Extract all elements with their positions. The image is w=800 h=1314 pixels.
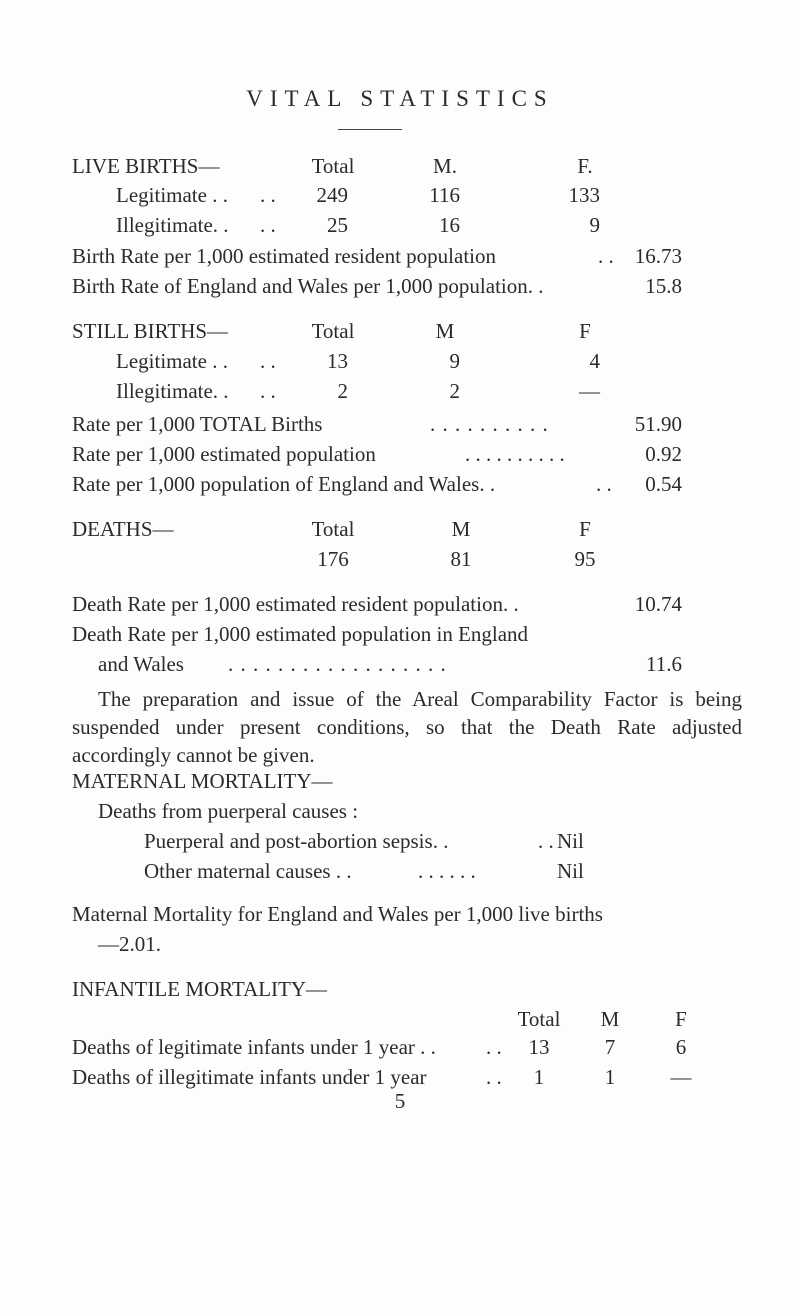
birth-rate-dots: . . — [598, 244, 614, 268]
death-rate-label: Death Rate per 1,000 estimated resident population. . — [72, 592, 519, 616]
infantile-legit-f: 6 — [675, 1035, 687, 1059]
still-births-illegit-total: 2 — [337, 379, 348, 403]
infantile-illegit-m: 1 — [604, 1065, 616, 1089]
still-births-col-m: M — [435, 319, 455, 343]
maternal-sepsis-value: Nil — [557, 829, 584, 853]
maternal-sepsis-label: Puerperal and post-abortion sepsis. . — [144, 829, 449, 853]
maternal-other-dots: . . . . . . — [418, 859, 476, 883]
still-rate-pop-label: Rate per 1,000 estimated population — [72, 442, 376, 466]
live-births-illegit-m: 16 — [439, 213, 460, 237]
maternal-other-label: Other maternal causes . . — [144, 859, 352, 883]
still-births-legit-m: 9 — [449, 349, 460, 373]
maternal-sub: Deaths from puerperal causes : — [98, 799, 359, 823]
infantile-legit-m: 7 — [604, 1035, 616, 1059]
live-births-col-f: F. — [577, 154, 593, 178]
live-births-illegit-total: 25 — [327, 213, 348, 237]
page-title: VITAL STATISTICS — [246, 86, 554, 111]
deaths-f: 95 — [574, 547, 596, 571]
deaths-col-f: F — [579, 517, 591, 541]
still-births-legit-f: 4 — [589, 349, 600, 373]
infantile-illegit-label: Deaths of illegitimate infants under 1 year — [72, 1065, 427, 1089]
birth-rate-label: Birth Rate per 1,000 estimated resident population — [72, 244, 496, 268]
birth-rate-value: 16.73 — [634, 244, 682, 268]
maternal-sepsis-dots: . . — [538, 829, 554, 853]
infantile-legit-dots: . . — [486, 1035, 502, 1059]
deaths-col-m: M — [451, 517, 471, 541]
live-births-legit-dots: . . — [260, 183, 276, 207]
still-rate-total-dots: . . . . . . . . . . — [430, 412, 549, 436]
still-rate-pop-value: 0.92 — [645, 442, 682, 466]
live-births-heading: LIVE BIRTHS— — [72, 154, 220, 178]
infantile-heading: INFANTILE MORTALITY— — [72, 977, 328, 1001]
deaths-col-total: Total — [311, 517, 355, 541]
infantile-legit-total: 13 — [528, 1035, 550, 1059]
areal-comparability-note: The preparation and issue of the Areal Comparability Factor is being suspended under present conditions, so that the Death Rate adjusted accordingly cannot be given. — [72, 687, 742, 767]
deaths-heading: DEATHS— — [72, 517, 174, 541]
still-births-legit-dots: . . — [260, 349, 276, 373]
still-births-legit-total: 13 — [327, 349, 348, 373]
live-births-illegit-label: Illegitimate. . — [116, 213, 229, 237]
still-births-col-f: F — [579, 319, 591, 343]
title-rule — [338, 129, 402, 130]
maternal-heading: MATERNAL MORTALITY— — [72, 769, 333, 793]
death-rate-ew-line2: and Wales — [98, 652, 184, 676]
death-rate-ew-value: 11.6 — [646, 652, 682, 676]
still-births-col-total: Total — [311, 319, 355, 343]
infantile-col-m: M — [600, 1007, 620, 1031]
live-births-illegit-dots: . . — [260, 213, 276, 237]
still-rate-pop-dots: . . . . . . . . . . — [465, 442, 565, 466]
still-births-illegit-label: Illegitimate. . — [116, 379, 229, 403]
still-births-legit-label: Legitimate . . — [116, 349, 228, 373]
live-births-legit-total: 249 — [316, 183, 348, 207]
infantile-col-total: Total — [517, 1007, 561, 1031]
still-rate-ew-value: 0.54 — [645, 472, 682, 496]
still-births-illegit-dots: . . — [260, 379, 276, 403]
still-births-illegit-m: 2 — [449, 379, 460, 403]
deaths-total: 176 — [317, 547, 349, 571]
infantile-illegit-total: 1 — [533, 1065, 545, 1089]
infantile-col-f: F — [675, 1007, 687, 1031]
live-births-col-m: M. — [433, 154, 457, 178]
still-rate-total-label: Rate per 1,000 TOTAL Births — [72, 412, 323, 436]
birth-rate-ew-label: Birth Rate of England and Wales per 1,000 population. . — [72, 274, 544, 298]
still-births-heading: STILL BIRTHS— — [72, 319, 229, 343]
live-births-col-total: Total — [311, 154, 355, 178]
maternal-other-value: Nil — [557, 859, 584, 883]
live-births-legit-m: 116 — [429, 183, 460, 207]
death-rate-ew-line1: Death Rate per 1,000 estimated population in England — [72, 622, 529, 646]
deaths-m: 81 — [450, 547, 472, 571]
death-rate-ew-dots: . . . . . . . . . . . . . . . . . . — [228, 652, 447, 676]
maternal-national-label: Maternal Mortality for England and Wales per 1,000 live births — [72, 902, 603, 926]
still-rate-ew-dots: . . — [596, 472, 612, 496]
maternal-national-value: —2.01. — [98, 932, 161, 956]
live-births-legit-label: Legitimate . . — [116, 183, 228, 207]
still-rate-ew-label: Rate per 1,000 population of England and Wales. . — [72, 472, 496, 496]
live-births-illegit-f: 9 — [589, 213, 600, 237]
live-births-legit-f: 133 — [568, 183, 600, 207]
birth-rate-ew-value: 15.8 — [645, 274, 682, 298]
infantile-illegit-f: — — [670, 1065, 692, 1089]
infantile-illegit-dots: . . — [486, 1065, 502, 1089]
infantile-legit-label: Deaths of legitimate infants under 1 year . . — [72, 1035, 436, 1059]
still-births-illegit-f: — — [579, 379, 600, 403]
death-rate-value: 10.74 — [634, 592, 682, 616]
still-rate-total-value: 51.90 — [634, 412, 682, 436]
page-number: 5 — [394, 1089, 406, 1113]
